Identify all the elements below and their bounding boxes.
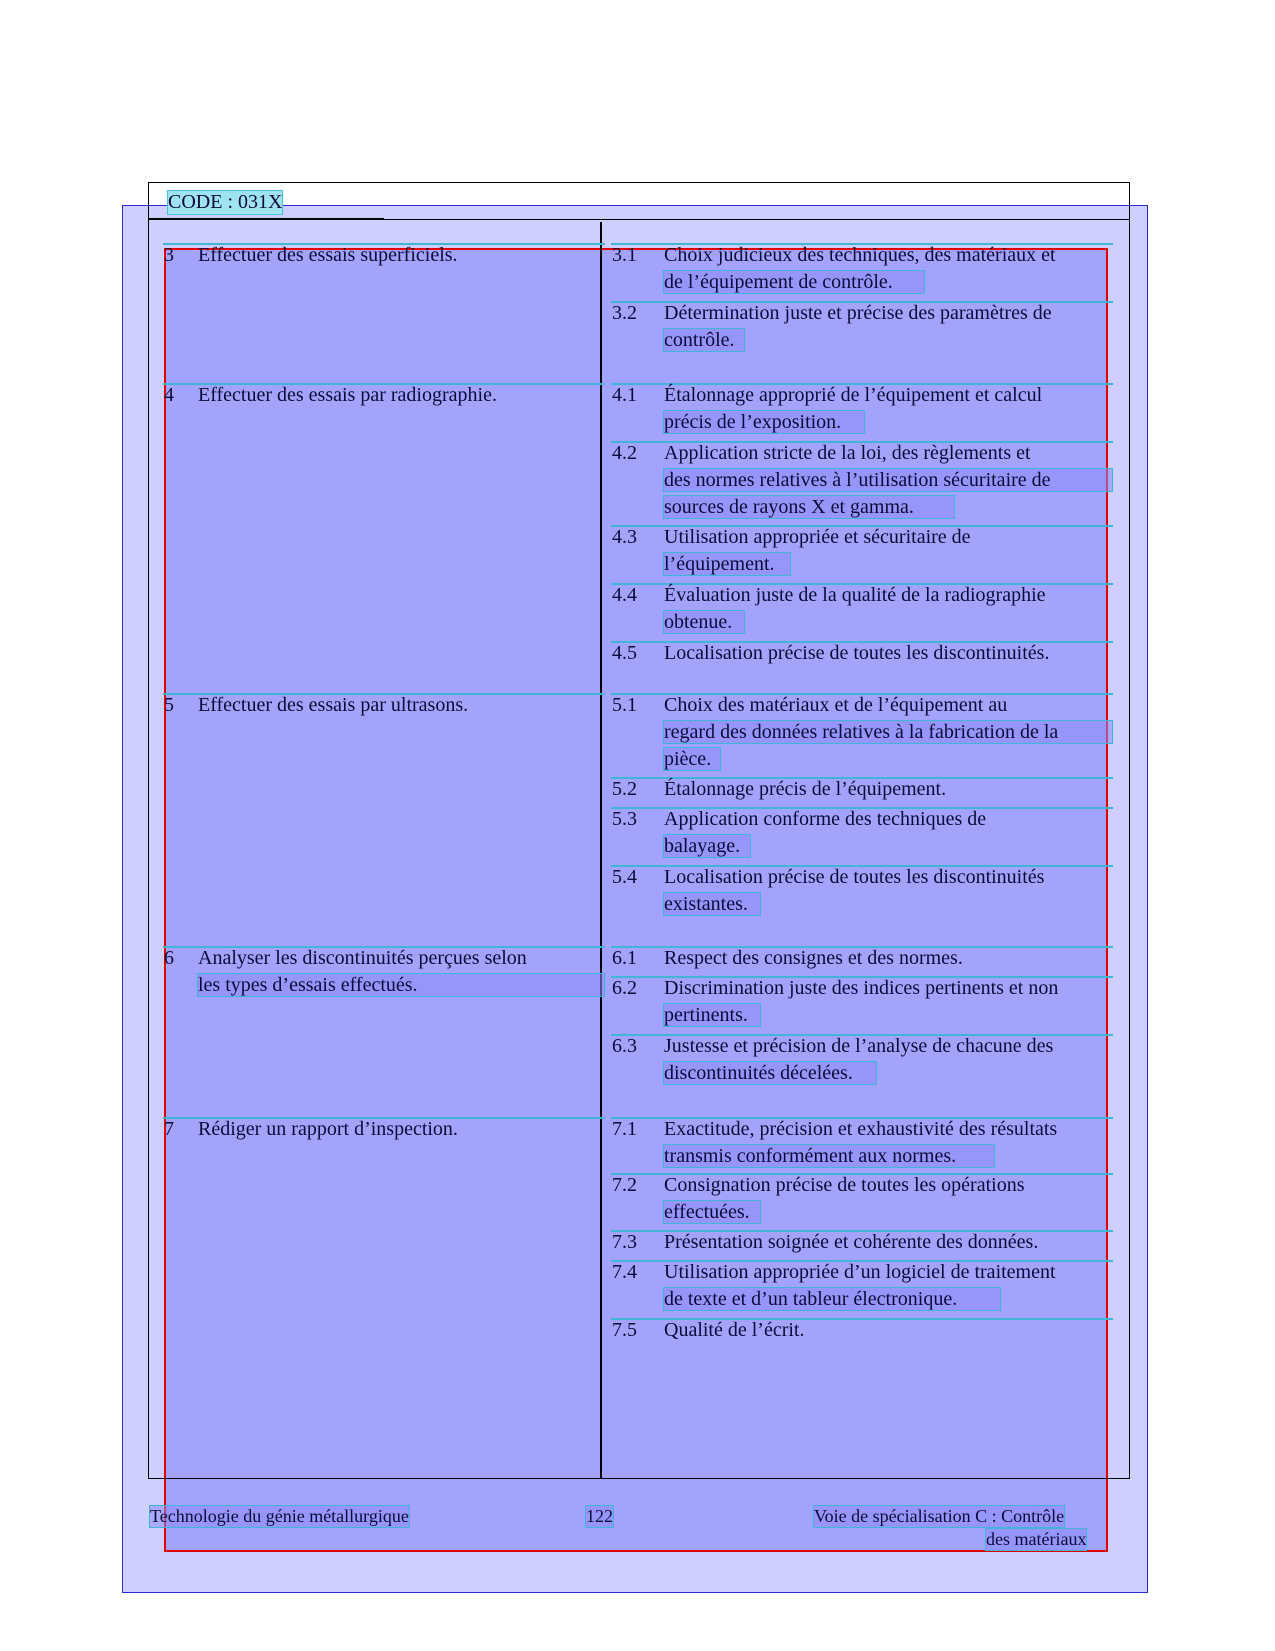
criterion-num: 3.1 [612, 244, 637, 266]
criterion-num: 7.1 [612, 1118, 637, 1140]
criterion-line [664, 835, 750, 857]
criterion-text: obtenue. [664, 611, 733, 633]
criterion-num: 3.2 [612, 302, 637, 324]
criterion-text: Justesse et précision de l’analyse de chacune des [664, 1035, 1054, 1057]
competency-text: Analyser les discontinuités perçues selon [198, 947, 527, 969]
competency-num: 3 [164, 244, 174, 266]
criterion-line [664, 411, 864, 433]
footer-page-number: 122 [586, 1506, 613, 1526]
competency-num: 4 [164, 384, 174, 406]
criterion-num: 5.4 [612, 866, 637, 888]
criterion-line [664, 1145, 994, 1167]
criterion-text: sources de rayons X et gamma. [664, 496, 914, 518]
criterion-num: 5.2 [612, 778, 637, 800]
criterion-text: Utilisation appropriée d’un logiciel de traitement [664, 1261, 1056, 1283]
criterion-line [664, 721, 1112, 743]
criterion-text: effectuées. [664, 1201, 750, 1223]
criterion-num: 5.3 [612, 808, 637, 830]
column-divider [600, 222, 602, 1479]
criterion-text: Application conforme des techniques de [664, 808, 987, 830]
criterion-line [664, 1201, 760, 1223]
criterion-num: 4.1 [612, 384, 637, 406]
criterion-text: Étalonnage précis de l’équipement. [664, 778, 947, 800]
criterion-num: 6.2 [612, 977, 637, 999]
criterion-line [664, 329, 744, 351]
criterion-text: pertinents. [664, 1004, 748, 1026]
criterion-text: précis de l’exposition. [664, 411, 842, 433]
competency-text: les types d’essais effectués. [198, 974, 418, 996]
criterion-text: pièce. [664, 748, 712, 770]
criterion-line [664, 1288, 1000, 1310]
competency-num: 5 [164, 694, 174, 716]
criterion-text: Application stricte de la loi, des règlements et [664, 442, 1031, 464]
criterion-text: Respect des consignes et des normes. [664, 947, 963, 969]
competency-num: 6 [164, 947, 174, 969]
criterion-line [664, 893, 760, 915]
criterion-text: regard des données relatives à la fabrication de la [664, 721, 1059, 743]
criterion-num: 7.3 [612, 1231, 637, 1253]
table-frame [148, 182, 1130, 1479]
criterion-line [664, 748, 720, 770]
criterion-num: 4.4 [612, 584, 637, 606]
criterion-text: balayage. [664, 835, 741, 857]
criterion-text: Choix des matériaux et de l’équipement au [664, 694, 1008, 716]
criterion-num: 7.2 [612, 1174, 637, 1196]
criterion-text: Discrimination juste des indices pertinents et non [664, 977, 1059, 999]
criterion-line [664, 611, 744, 633]
code-label: CODE : 031X [168, 191, 283, 213]
criterion-text: Évaluation juste de la qualité de la radiographie [664, 584, 1046, 606]
criterion-text: Consignation précise de toutes les opérations [664, 1174, 1025, 1196]
criterion-text: Détermination juste et précise des paramètres de [664, 302, 1052, 324]
criterion-num: 7.4 [612, 1261, 637, 1283]
criterion-line [664, 469, 1112, 491]
criterion-text: existantes. [664, 893, 748, 915]
criterion-text: Exactitude, précision et exhaustivité des résultats [664, 1118, 1058, 1140]
criterion-text: discontinuités décelées. [664, 1062, 853, 1084]
criterion-num: 4.2 [612, 442, 637, 464]
competency-text: Effectuer des essais superficiels. [198, 244, 458, 266]
criterion-text: de l’équipement de contrôle. [664, 271, 893, 293]
competency-num: 7 [164, 1118, 174, 1140]
criterion-line [664, 553, 790, 575]
footer-specialization: Voie de spécialisation C : Contrôle [814, 1506, 1065, 1526]
competency-text: Effectuer des essais par ultrasons. [198, 694, 469, 716]
criterion-text: Choix judicieux des techniques, des matériaux et [664, 244, 1056, 266]
criterion-num: 6.3 [612, 1035, 637, 1057]
criterion-text: de texte et d’un tableur électronique. [664, 1288, 958, 1310]
criterion-num: 4.3 [612, 526, 637, 548]
competency-text: Rédiger un rapport d’inspection. [198, 1118, 458, 1140]
criterion-num: 6.1 [612, 947, 637, 969]
criterion-line [664, 1004, 760, 1026]
criterion-text: transmis conformément aux normes. [664, 1145, 957, 1167]
criterion-line [664, 271, 924, 293]
criterion-num: 5.1 [612, 694, 637, 716]
criterion-text: Présentation soignée et cohérente des données. [664, 1231, 1039, 1253]
competency-text: Effectuer des essais par radiographie. [198, 384, 497, 406]
criterion-text: des normes relatives à l’utilisation sécuritaire de [664, 469, 1051, 491]
criterion-line [664, 1062, 876, 1084]
criterion-num: 4.5 [612, 642, 637, 664]
criterion-text: Localisation précise de toutes les discontinuités. [664, 642, 1050, 664]
criterion-line [664, 496, 954, 518]
criterion-text: l’équipement. [664, 553, 775, 575]
footer-specialization-line2: des matériaux [986, 1529, 1087, 1549]
criterion-text: Qualité de l’écrit. [664, 1319, 805, 1341]
criterion-text: contrôle. [664, 329, 735, 351]
footer-program: Technologie du génie métallurgique [150, 1506, 409, 1526]
criterion-text: Étalonnage approprié de l’équipement et calcul [664, 384, 1043, 406]
code-header [148, 182, 1130, 220]
criterion-text: Localisation précise de toutes les discontinuités [664, 866, 1045, 888]
competency-6-line2 [198, 974, 604, 996]
code-underline [148, 218, 384, 219]
criterion-num: 7.5 [612, 1319, 637, 1341]
criterion-text: Utilisation appropriée et sécuritaire de [664, 526, 971, 548]
